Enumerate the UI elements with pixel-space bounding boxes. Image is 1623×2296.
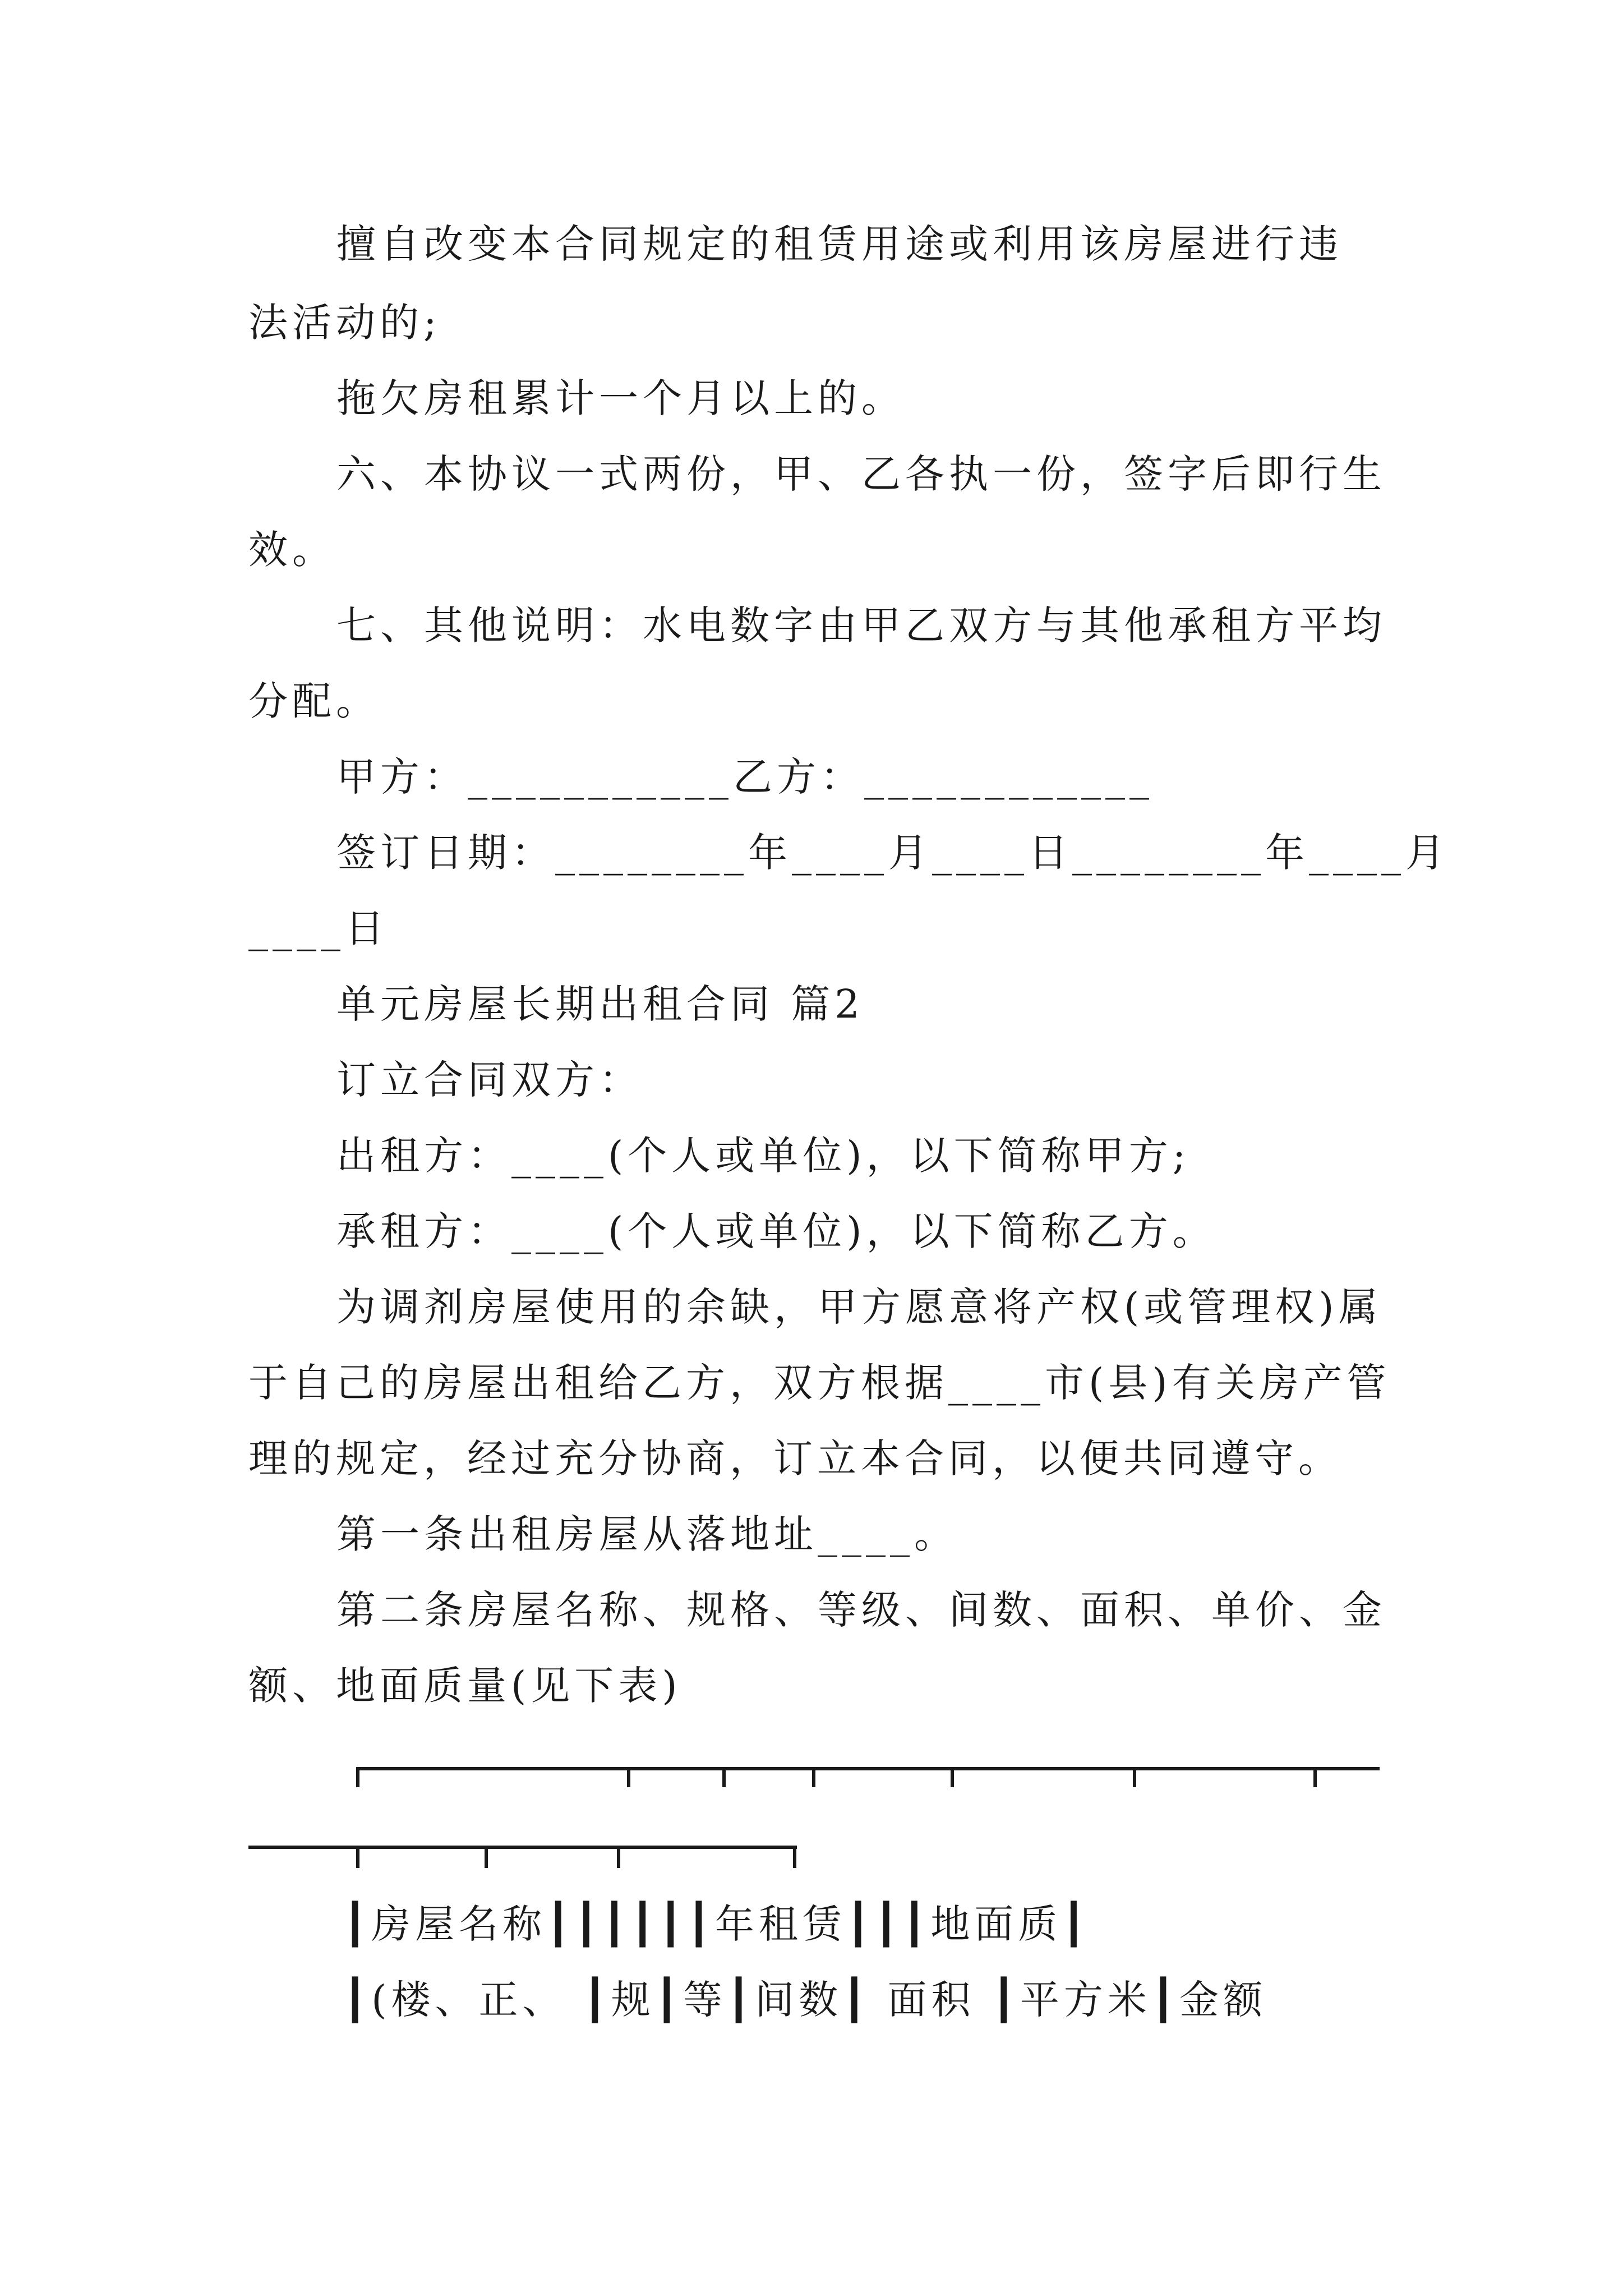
section-heading: 单元房屋长期出租合同 篇2 xyxy=(336,981,864,1027)
signature-party-line: 甲方：___________乙方：____________ xyxy=(336,754,1154,800)
table-header-row: ┃(楼、正、 ┃规┃等┃间数┃ 面积 ┃平方米┃金额 xyxy=(343,1977,1267,2023)
signing-date-line: 签订日期：________年____月____日________年____月 xyxy=(336,830,1449,876)
table-header-row: ┃房屋名称┃┃┃┃┃┃年租赁┃┃┃地面质┃ xyxy=(343,1901,1090,1947)
paragraph-line: 分配。 xyxy=(248,678,380,724)
paragraph-line: 于自己的房屋出租给乙方，双方根据____市(县)有关房产管 xyxy=(248,1360,1391,1406)
paragraph-line: 为调剂房屋使用的余缺，甲方愿意将产权(或管理权)属 xyxy=(336,1284,1382,1330)
paragraph-line: 六、本协议一式两份，甲、乙各执一份，签字后即行生 xyxy=(336,451,1386,497)
paragraph-line: 拖欠房租累计一个月以上的。 xyxy=(336,375,905,421)
paragraph-line: 订立合同双方： xyxy=(336,1057,643,1103)
paragraph-line: 理的规定，经过充分协商，订立本合同，以便共同遵守。 xyxy=(248,1435,1342,1481)
paragraph-line: 七、其他说明：水电数字由甲乙双方与其他承租方平均 xyxy=(336,602,1386,648)
paragraph-line: 擅自改变本合同规定的租赁用途或利用该房屋进行违 xyxy=(336,221,1343,267)
paragraph-line: 效。 xyxy=(248,527,336,573)
paragraph-line: 第二条房屋名称、规格、等级、间数、面积、单价、金 xyxy=(336,1587,1386,1633)
signing-date-line: ____日 xyxy=(248,905,389,951)
paragraph-line: 出租方：____(个人或单位)，以下简称甲方; xyxy=(336,1133,1191,1179)
paragraph-line: 法活动的; xyxy=(248,300,441,346)
paragraph-line: 第一条出租房屋从落地址____。 xyxy=(336,1511,958,1557)
paragraph-line: 承租方：____(个人或单位)，以下简称乙方。 xyxy=(336,1208,1216,1254)
paragraph-line: 额、地面质量(见下表) xyxy=(248,1663,682,1709)
